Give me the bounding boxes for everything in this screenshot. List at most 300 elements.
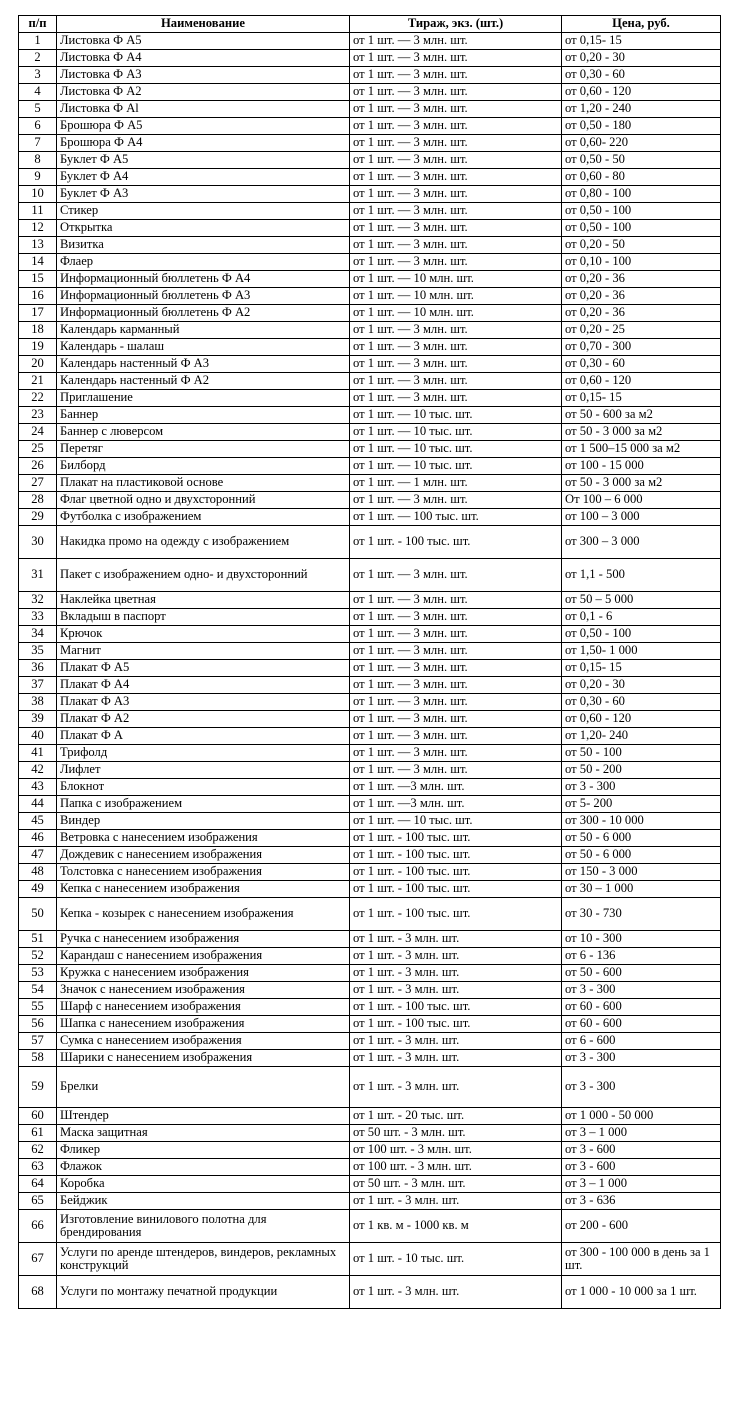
cell-run: от 100 шт. - 3 млн. шт. bbox=[350, 1142, 562, 1159]
cell-num: 46 bbox=[19, 830, 57, 847]
cell-name: Листовка Ф А2 bbox=[57, 84, 350, 101]
cell-num: 40 bbox=[19, 728, 57, 745]
cell-price: от 0,60 - 120 bbox=[562, 711, 721, 728]
cell-name: Информационный бюллетень Ф А4 bbox=[57, 271, 350, 288]
cell-run: от 1 шт. — 3 млн. шт. bbox=[350, 492, 562, 509]
cell-run: от 1 шт. - 100 тыс. шт. bbox=[350, 847, 562, 864]
cell-name: Сумка с нанесением изображения bbox=[57, 1033, 350, 1050]
cell-run: от 1 шт. — 3 млн. шт. bbox=[350, 220, 562, 237]
cell-num: 19 bbox=[19, 339, 57, 356]
table-row bbox=[19, 339, 721, 356]
cell-name: Календарь карманный bbox=[57, 322, 350, 339]
cell-price: от 3 – 1 000 bbox=[562, 1125, 721, 1142]
cell-run: от 1 шт. — 100 тыс. шт. bbox=[350, 509, 562, 526]
cell-run: от 1 кв. м - 1000 кв. м bbox=[350, 1210, 562, 1243]
cell-num: 20 bbox=[19, 356, 57, 373]
cell-run: от 1 шт. — 3 млн. шт. bbox=[350, 373, 562, 390]
cell-name: Календарь настенный Ф А2 bbox=[57, 373, 350, 390]
table-row bbox=[19, 559, 721, 592]
cell-num: 59 bbox=[19, 1067, 57, 1108]
cell-num: 5 bbox=[19, 101, 57, 118]
table-row bbox=[19, 424, 721, 441]
cell-run: от 1 шт. — 3 млн. шт. bbox=[350, 33, 562, 50]
cell-name: Пакет с изображением одно- и двухсторонний bbox=[57, 559, 350, 592]
cell-run: от 1 шт. — 10 тыс. шт. bbox=[350, 441, 562, 458]
table-row bbox=[19, 660, 721, 677]
cell-price: от 6 - 600 bbox=[562, 1033, 721, 1050]
cell-price: от 1,50- 1 000 bbox=[562, 643, 721, 660]
cell-run: от 1 шт. - 3 млн. шт. bbox=[350, 1033, 562, 1050]
table-row bbox=[19, 745, 721, 762]
table-row bbox=[19, 965, 721, 982]
table-row bbox=[19, 592, 721, 609]
cell-run: от 1 шт. — 10 тыс. шт. bbox=[350, 424, 562, 441]
cell-num: 66 bbox=[19, 1210, 57, 1243]
cell-run: от 1 шт. - 3 млн. шт. bbox=[350, 1050, 562, 1067]
cell-num: 25 bbox=[19, 441, 57, 458]
cell-name: Календарь - шалаш bbox=[57, 339, 350, 356]
table-row bbox=[19, 135, 721, 152]
cell-num: 38 bbox=[19, 694, 57, 711]
cell-num: 32 bbox=[19, 592, 57, 609]
cell-run: от 1 шт. - 100 тыс. шт. bbox=[350, 830, 562, 847]
cell-price: от 100 – 3 000 bbox=[562, 509, 721, 526]
cell-name: Брошюра Ф А4 bbox=[57, 135, 350, 152]
cell-price: От 100 – 6 000 bbox=[562, 492, 721, 509]
cell-num: 65 bbox=[19, 1193, 57, 1210]
cell-num: 61 bbox=[19, 1125, 57, 1142]
cell-run: от 1 шт. — 3 млн. шт. bbox=[350, 643, 562, 660]
cell-run: от 1 шт. — 3 млн. шт. bbox=[350, 84, 562, 101]
cell-num: 15 bbox=[19, 271, 57, 288]
table-row bbox=[19, 526, 721, 559]
cell-name: Билборд bbox=[57, 458, 350, 475]
cell-num: 11 bbox=[19, 203, 57, 220]
table-row bbox=[19, 50, 721, 67]
table-row bbox=[19, 677, 721, 694]
cell-price: от 0,10 - 100 bbox=[562, 254, 721, 271]
cell-num: 63 bbox=[19, 1159, 57, 1176]
cell-price: от 50 - 6 000 bbox=[562, 847, 721, 864]
table-row bbox=[19, 881, 721, 898]
cell-num: 51 bbox=[19, 931, 57, 948]
cell-num: 43 bbox=[19, 779, 57, 796]
cell-run: от 1 шт. - 100 тыс. шт. bbox=[350, 881, 562, 898]
cell-run: от 1 шт. — 3 млн. шт. bbox=[350, 762, 562, 779]
cell-price: от 50 - 6 000 bbox=[562, 830, 721, 847]
cell-name: Листовка Ф А5 bbox=[57, 33, 350, 50]
cell-name: Накидка промо на одежду с изображением bbox=[57, 526, 350, 559]
cell-price: от 200 - 600 bbox=[562, 1210, 721, 1243]
cell-num: 12 bbox=[19, 220, 57, 237]
cell-run: от 1 шт. — 3 млн. шт. bbox=[350, 356, 562, 373]
cell-price: от 0,30 - 60 bbox=[562, 356, 721, 373]
cell-name: Листовка Ф А3 bbox=[57, 67, 350, 84]
cell-num: 26 bbox=[19, 458, 57, 475]
cell-price: от 0,50 - 100 bbox=[562, 220, 721, 237]
cell-price: от 300 – 3 000 bbox=[562, 526, 721, 559]
cell-run: от 1 шт. — 3 млн. шт. bbox=[350, 203, 562, 220]
cell-num: 2 bbox=[19, 50, 57, 67]
table-row bbox=[19, 1067, 721, 1108]
cell-num: 50 bbox=[19, 898, 57, 931]
table-row bbox=[19, 186, 721, 203]
cell-price: от 100 - 15 000 bbox=[562, 458, 721, 475]
cell-price: от 0,15- 15 bbox=[562, 33, 721, 50]
cell-price: от 1 000 - 50 000 bbox=[562, 1108, 721, 1125]
table-row bbox=[19, 948, 721, 965]
cell-num: 55 bbox=[19, 999, 57, 1016]
cell-name: Флажок bbox=[57, 1159, 350, 1176]
cell-num: 48 bbox=[19, 864, 57, 881]
cell-name: Баннер bbox=[57, 407, 350, 424]
cell-name: Коробка bbox=[57, 1176, 350, 1193]
table-row bbox=[19, 864, 721, 881]
cell-name: Магнит bbox=[57, 643, 350, 660]
cell-name: Стикер bbox=[57, 203, 350, 220]
cell-name: Крючок bbox=[57, 626, 350, 643]
cell-run: от 1 шт. - 3 млн. шт. bbox=[350, 931, 562, 948]
cell-price: от 0,30 - 60 bbox=[562, 694, 721, 711]
table-row bbox=[19, 67, 721, 84]
cell-name: Виндер bbox=[57, 813, 350, 830]
cell-num: 29 bbox=[19, 509, 57, 526]
cell-name: Приглашение bbox=[57, 390, 350, 407]
cell-run: от 1 шт. - 100 тыс. шт. bbox=[350, 526, 562, 559]
table-row bbox=[19, 84, 721, 101]
cell-name: Маска защитная bbox=[57, 1125, 350, 1142]
table-row bbox=[19, 509, 721, 526]
cell-num: 9 bbox=[19, 169, 57, 186]
cell-price: от 50 - 3 000 за м2 bbox=[562, 475, 721, 492]
cell-num: 1 bbox=[19, 33, 57, 50]
cell-run: от 1 шт. - 100 тыс. шт. bbox=[350, 898, 562, 931]
cell-run: от 1 шт. — 3 млн. шт. bbox=[350, 50, 562, 67]
cell-run: от 1 шт. — 10 млн. шт. bbox=[350, 271, 562, 288]
cell-run: от 1 шт. — 3 млн. шт. bbox=[350, 152, 562, 169]
table-row bbox=[19, 220, 721, 237]
cell-price: от 1 000 - 10 000 за 1 шт. bbox=[562, 1276, 721, 1309]
cell-price: от 50 - 3 000 за м2 bbox=[562, 424, 721, 441]
cell-name: Плакат Ф А bbox=[57, 728, 350, 745]
table-row bbox=[19, 152, 721, 169]
cell-price: от 0,50 - 100 bbox=[562, 203, 721, 220]
cell-num: 17 bbox=[19, 305, 57, 322]
cell-price: от 0,50 - 100 bbox=[562, 626, 721, 643]
table-row bbox=[19, 1243, 721, 1276]
cell-num: 22 bbox=[19, 390, 57, 407]
cell-name: Листовка Ф А4 bbox=[57, 50, 350, 67]
cell-name: Брелки bbox=[57, 1067, 350, 1108]
cell-run: от 1 шт. — 3 млн. шт. bbox=[350, 626, 562, 643]
cell-run: от 1 шт. — 1 млн. шт. bbox=[350, 475, 562, 492]
table-row bbox=[19, 1033, 721, 1050]
cell-run: от 1 шт. - 3 млн. шт. bbox=[350, 948, 562, 965]
table-row bbox=[19, 1276, 721, 1309]
cell-name: Трифолд bbox=[57, 745, 350, 762]
cell-run: от 1 шт. — 3 млн. шт. bbox=[350, 118, 562, 135]
table-row bbox=[19, 322, 721, 339]
cell-run: от 1 шт. — 3 млн. шт. bbox=[350, 101, 562, 118]
cell-num: 34 bbox=[19, 626, 57, 643]
table-row bbox=[19, 762, 721, 779]
cell-run: от 1 шт. — 3 млн. шт. bbox=[350, 169, 562, 186]
table-row bbox=[19, 609, 721, 626]
cell-name: Открытка bbox=[57, 220, 350, 237]
cell-run: от 1 шт. — 3 млн. шт. bbox=[350, 67, 562, 84]
cell-num: 39 bbox=[19, 711, 57, 728]
table-row bbox=[19, 254, 721, 271]
cell-price: от 0,20 - 25 bbox=[562, 322, 721, 339]
cell-price: от 3 - 300 bbox=[562, 982, 721, 999]
cell-run: от 1 шт. — 3 млн. шт. bbox=[350, 728, 562, 745]
cell-num: 64 bbox=[19, 1176, 57, 1193]
cell-run: от 1 шт. — 3 млн. шт. bbox=[350, 711, 562, 728]
cell-name: Кепка с нанесением изображения bbox=[57, 881, 350, 898]
cell-name: Наклейка цветная bbox=[57, 592, 350, 609]
cell-name: Листовка Ф Al bbox=[57, 101, 350, 118]
table-row bbox=[19, 1125, 721, 1142]
cell-run: от 50 шт. - 3 млн. шт. bbox=[350, 1125, 562, 1142]
cell-name: Информационный бюллетень Ф А3 bbox=[57, 288, 350, 305]
cell-price: от 3 - 300 bbox=[562, 779, 721, 796]
cell-price: от 50 – 5 000 bbox=[562, 592, 721, 609]
cell-name: Плакат на пластиковой основе bbox=[57, 475, 350, 492]
cell-run: от 1 шт. — 3 млн. шт. bbox=[350, 339, 562, 356]
cell-num: 16 bbox=[19, 288, 57, 305]
table-row bbox=[19, 33, 721, 50]
table-row bbox=[19, 626, 721, 643]
cell-run: от 1 шт. — 10 млн. шт. bbox=[350, 288, 562, 305]
price-table bbox=[18, 15, 721, 1309]
cell-price: от 300 - 10 000 bbox=[562, 813, 721, 830]
cell-name: Ручка с нанесением изображения bbox=[57, 931, 350, 948]
cell-price: от 5- 200 bbox=[562, 796, 721, 813]
cell-price: от 60 - 600 bbox=[562, 999, 721, 1016]
cell-run: от 1 шт. — 3 млн. шт. bbox=[350, 254, 562, 271]
table-row bbox=[19, 1142, 721, 1159]
cell-run: от 1 шт. — 3 млн. шт. bbox=[350, 677, 562, 694]
table-row bbox=[19, 118, 721, 135]
cell-price: от 3 - 600 bbox=[562, 1142, 721, 1159]
cell-run: от 1 шт. — 3 млн. шт. bbox=[350, 609, 562, 626]
table-row bbox=[19, 999, 721, 1016]
cell-run: от 1 шт. — 3 млн. шт. bbox=[350, 694, 562, 711]
cell-run: от 1 шт. — 10 млн. шт. bbox=[350, 305, 562, 322]
cell-price: от 1,20- 240 bbox=[562, 728, 721, 745]
table-row bbox=[19, 779, 721, 796]
cell-name: Информационный бюллетень Ф А2 bbox=[57, 305, 350, 322]
cell-price: от 0,60 - 120 bbox=[562, 84, 721, 101]
price-table-container bbox=[18, 15, 720, 1309]
cell-run: от 1 шт. - 3 млн. шт. bbox=[350, 1276, 562, 1309]
cell-num: 57 bbox=[19, 1033, 57, 1050]
cell-name: Изготовление винилового полотна для брендирования bbox=[57, 1210, 350, 1243]
cell-price: от 300 - 100 000 в день за 1 шт. bbox=[562, 1243, 721, 1276]
cell-price: от 0,20 - 50 bbox=[562, 237, 721, 254]
cell-num: 4 bbox=[19, 84, 57, 101]
table-row bbox=[19, 237, 721, 254]
cell-run: от 1 шт. — 3 млн. шт. bbox=[350, 660, 562, 677]
cell-name: Ветровка с нанесением изображения bbox=[57, 830, 350, 847]
table-row bbox=[19, 356, 721, 373]
cell-num: 45 bbox=[19, 813, 57, 830]
cell-num: 60 bbox=[19, 1108, 57, 1125]
cell-price: от 150 - 3 000 bbox=[562, 864, 721, 881]
table-row bbox=[19, 458, 721, 475]
table-row bbox=[19, 390, 721, 407]
cell-price: от 1,20 - 240 bbox=[562, 101, 721, 118]
cell-num: 67 bbox=[19, 1243, 57, 1276]
cell-price: от 0,15- 15 bbox=[562, 660, 721, 677]
table-row bbox=[19, 492, 721, 509]
cell-num: 36 bbox=[19, 660, 57, 677]
cell-price: от 3 - 300 bbox=[562, 1067, 721, 1108]
cell-run: от 50 шт. - 3 млн. шт. bbox=[350, 1176, 562, 1193]
cell-name: Толстовка с нанесением изображения bbox=[57, 864, 350, 881]
cell-num: 42 bbox=[19, 762, 57, 779]
cell-price: от 50 - 200 bbox=[562, 762, 721, 779]
table-header-row bbox=[19, 16, 721, 33]
cell-run: от 1 шт. — 10 тыс. шт. bbox=[350, 458, 562, 475]
cell-price: от 1,1 - 500 bbox=[562, 559, 721, 592]
cell-num: 41 bbox=[19, 745, 57, 762]
cell-run: от 1 шт. - 100 тыс. шт. bbox=[350, 1016, 562, 1033]
cell-run: от 1 шт. - 3 млн. шт. bbox=[350, 965, 562, 982]
table-row bbox=[19, 373, 721, 390]
cell-run: от 1 шт. — 3 млн. шт. bbox=[350, 592, 562, 609]
table-row bbox=[19, 1193, 721, 1210]
cell-name: Бейджик bbox=[57, 1193, 350, 1210]
header-run: Тираж, экз. (шт.) bbox=[350, 16, 562, 33]
cell-num: 49 bbox=[19, 881, 57, 898]
cell-num: 30 bbox=[19, 526, 57, 559]
cell-name: Буклет Ф А5 bbox=[57, 152, 350, 169]
cell-num: 21 bbox=[19, 373, 57, 390]
cell-price: от 0,20 - 30 bbox=[562, 677, 721, 694]
table-row bbox=[19, 1050, 721, 1067]
cell-num: 10 bbox=[19, 186, 57, 203]
cell-price: от 3 - 636 bbox=[562, 1193, 721, 1210]
cell-name: Шарф с нанесением изображения bbox=[57, 999, 350, 1016]
cell-price: от 10 - 300 bbox=[562, 931, 721, 948]
cell-price: от 0,80 - 100 bbox=[562, 186, 721, 203]
cell-num: 62 bbox=[19, 1142, 57, 1159]
cell-num: 8 bbox=[19, 152, 57, 169]
cell-run: от 1 шт. - 3 млн. шт. bbox=[350, 1193, 562, 1210]
cell-name: Буклет Ф А4 bbox=[57, 169, 350, 186]
cell-price: от 0,20 - 36 bbox=[562, 288, 721, 305]
table-row bbox=[19, 441, 721, 458]
table-body bbox=[19, 33, 721, 1309]
table-row bbox=[19, 1176, 721, 1193]
cell-price: от 0,60 - 120 bbox=[562, 373, 721, 390]
header-num: п/п bbox=[19, 16, 57, 33]
table-row bbox=[19, 982, 721, 999]
cell-name: Кружка с нанесением изображения bbox=[57, 965, 350, 982]
table-row bbox=[19, 288, 721, 305]
cell-run: от 1 шт. —3 млн. шт. bbox=[350, 779, 562, 796]
cell-name: Фликер bbox=[57, 1142, 350, 1159]
cell-run: от 1 шт. - 20 тыс. шт. bbox=[350, 1108, 562, 1125]
table-row bbox=[19, 305, 721, 322]
cell-num: 31 bbox=[19, 559, 57, 592]
cell-run: от 1 шт. — 3 млн. шт. bbox=[350, 322, 562, 339]
cell-name: Баннер с люверсом bbox=[57, 424, 350, 441]
cell-name: Брошюра Ф А5 bbox=[57, 118, 350, 135]
cell-num: 58 bbox=[19, 1050, 57, 1067]
cell-num: 68 bbox=[19, 1276, 57, 1309]
table-row bbox=[19, 1108, 721, 1125]
cell-name: Визитка bbox=[57, 237, 350, 254]
cell-price: от 0,20 - 36 bbox=[562, 271, 721, 288]
table-row bbox=[19, 203, 721, 220]
cell-name: Буклет Ф А3 bbox=[57, 186, 350, 203]
cell-run: от 1 шт. — 3 млн. шт. bbox=[350, 559, 562, 592]
table-row bbox=[19, 931, 721, 948]
cell-name: Плакат Ф А2 bbox=[57, 711, 350, 728]
cell-price: от 0,20 - 36 bbox=[562, 305, 721, 322]
cell-name: Папка с изображением bbox=[57, 796, 350, 813]
cell-name: Плакат Ф А5 bbox=[57, 660, 350, 677]
cell-num: 14 bbox=[19, 254, 57, 271]
cell-price: от 30 - 730 bbox=[562, 898, 721, 931]
cell-name: Плакат Ф А3 bbox=[57, 694, 350, 711]
cell-num: 7 bbox=[19, 135, 57, 152]
cell-num: 37 bbox=[19, 677, 57, 694]
cell-price: от 3 – 1 000 bbox=[562, 1176, 721, 1193]
cell-name: Шарики с нанесением изображения bbox=[57, 1050, 350, 1067]
cell-num: 44 bbox=[19, 796, 57, 813]
cell-name: Футболка с изображением bbox=[57, 509, 350, 526]
cell-num: 6 bbox=[19, 118, 57, 135]
cell-price: от 0,50 - 180 bbox=[562, 118, 721, 135]
cell-price: от 0,15- 15 bbox=[562, 390, 721, 407]
cell-num: 23 bbox=[19, 407, 57, 424]
cell-name: Флаг цветной одно и двухсторонний bbox=[57, 492, 350, 509]
table-row bbox=[19, 830, 721, 847]
cell-run: от 1 шт. — 3 млн. шт. bbox=[350, 135, 562, 152]
cell-run: от 1 шт. — 10 тыс. шт. bbox=[350, 813, 562, 830]
cell-run: от 100 шт. - 3 млн. шт. bbox=[350, 1159, 562, 1176]
table-row bbox=[19, 898, 721, 931]
cell-num: 53 bbox=[19, 965, 57, 982]
table-row bbox=[19, 1210, 721, 1243]
cell-run: от 1 шт. — 3 млн. шт. bbox=[350, 390, 562, 407]
cell-num: 18 bbox=[19, 322, 57, 339]
cell-price: от 3 - 600 bbox=[562, 1159, 721, 1176]
cell-run: от 1 шт. - 3 млн. шт. bbox=[350, 982, 562, 999]
cell-num: 33 bbox=[19, 609, 57, 626]
table-row bbox=[19, 796, 721, 813]
table-row bbox=[19, 1159, 721, 1176]
cell-price: от 0,70 - 300 bbox=[562, 339, 721, 356]
cell-num: 35 bbox=[19, 643, 57, 660]
cell-name: Календарь настенный Ф А3 bbox=[57, 356, 350, 373]
table-row bbox=[19, 475, 721, 492]
cell-price: от 0,60- 220 bbox=[562, 135, 721, 152]
cell-price: от 0,1 - 6 bbox=[562, 609, 721, 626]
cell-num: 47 bbox=[19, 847, 57, 864]
header-name: Наименование bbox=[57, 16, 350, 33]
cell-run: от 1 шт. — 10 тыс. шт. bbox=[350, 407, 562, 424]
table-row bbox=[19, 643, 721, 660]
table-row bbox=[19, 711, 721, 728]
cell-price: от 0,60 - 80 bbox=[562, 169, 721, 186]
cell-num: 52 bbox=[19, 948, 57, 965]
cell-price: от 60 - 600 bbox=[562, 1016, 721, 1033]
cell-price: от 50 - 100 bbox=[562, 745, 721, 762]
